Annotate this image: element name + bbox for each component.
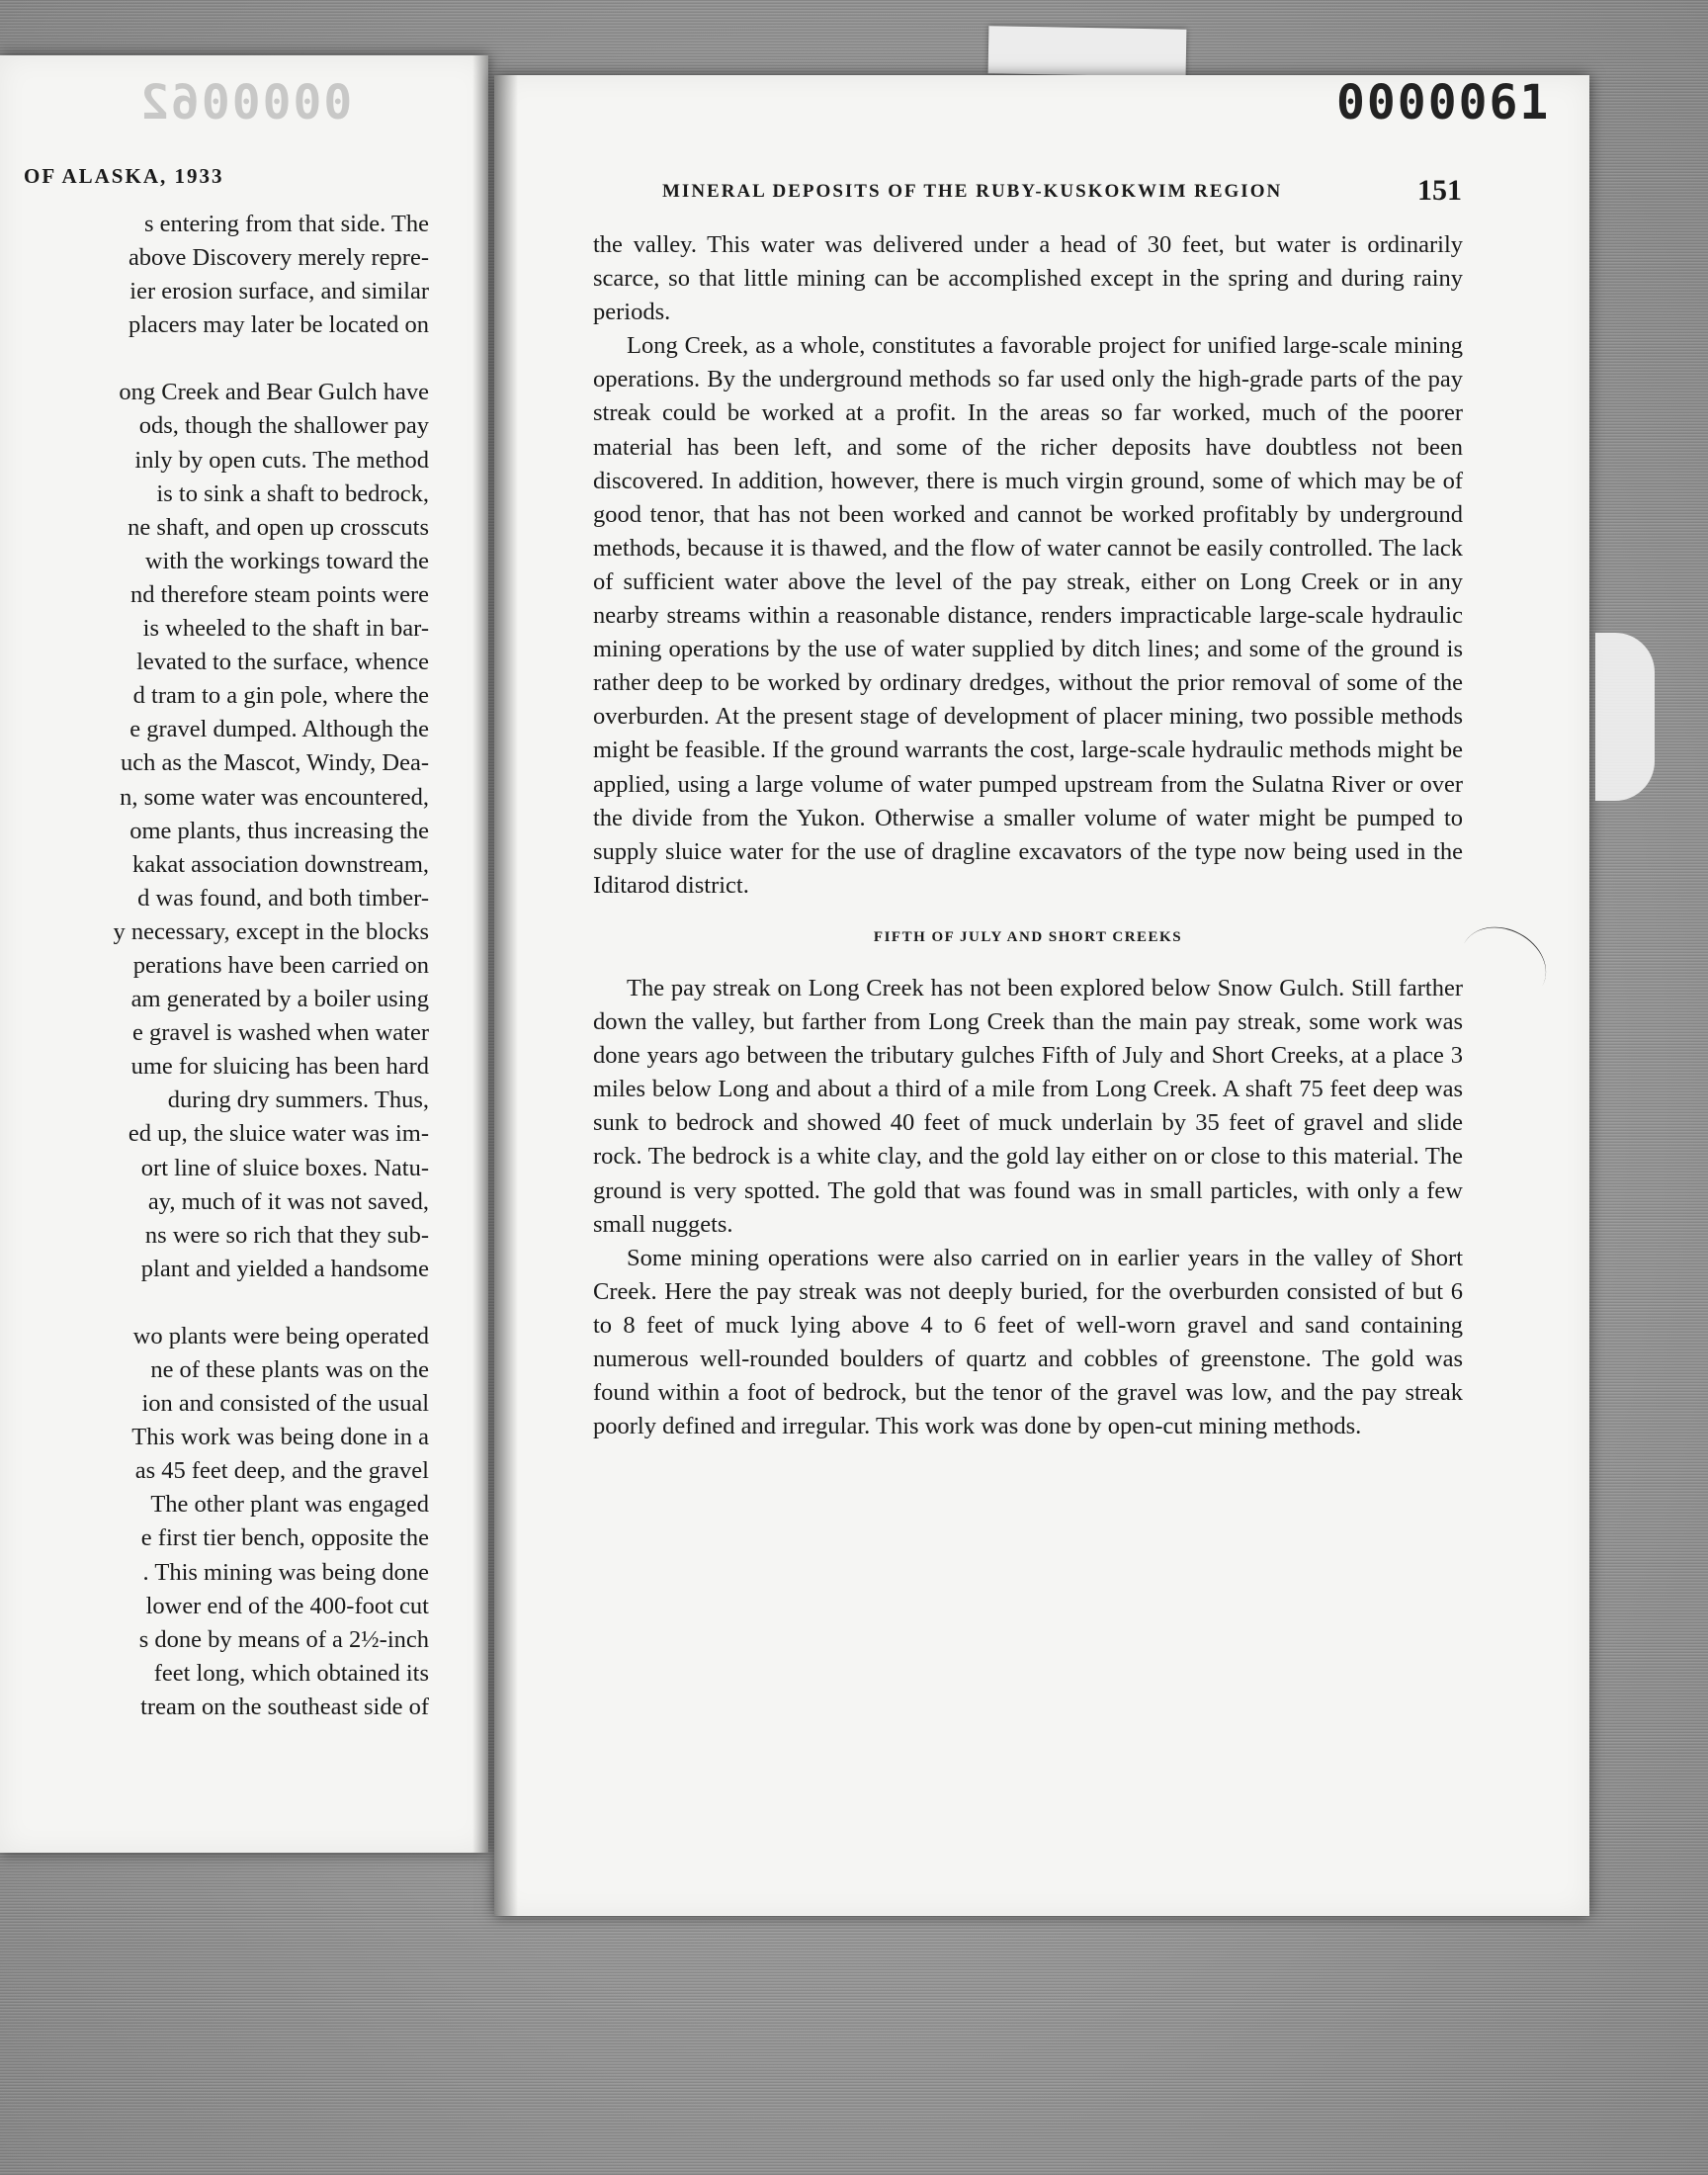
right-page-body [593,228,1463,1443]
right-page [494,75,1589,1916]
left-page-line: inly by open cuts. The method [134,446,429,474]
left-page-line: is to sink a shaft to bedrock, [156,479,429,507]
paragraph-2: Long Creek, as a whole, constitutes a favorable project for unified large-scale mining operations. By the underground methods so far used only the high-grade parts of the pay streak could be worked at a profit. In the areas so far worked, much of the poorer material has been left, and some of the richer deposits have doubtless not been discovered. In addition, however, there is much virgin ground, some of which may be of good tenor, that has not been worked and cannot be worked profitably by underground methods, because it is thawed, and the flow of water cannot be easily controlled. The lack of sufficient water above the level of the pay streak, either on Long Creek or in any nearby streams within a reasonable distance, renders impracticable large-scale hydraulic mining operations by the use of water supplied by ditch lines; and some of the ground is rather deep to be worked by ordinary dredges, without the prior removal of some of the overburden. At the present stage of development of placer mining, two possible methods might be feasible. If the ground warrants the cost, large-scale hydraulic methods might be applied, using a large volume of water pumped upstream from the Sulatna River or over the divide from the Yukon. Otherwise a smaller volume of water might be pumped to supply sluice water for the use of dragline excavators of the type now being used in the Iditarod district. [593,332,1463,899]
left-page-line: plant and yielded a handsome [140,1255,429,1282]
left-page-line [14,342,429,376]
left-page-line: kakat association downstream, [131,850,429,878]
paragraph-1: the valley. This water was delivered under a head of 30 feet, but water is ordinarily scarce, so that little mining can be accomplished except in the spring and during rainy periods. [593,231,1463,326]
left-page-line: ods, though the shallower pay [138,412,429,440]
left-page-gutter-shadow [472,55,488,1853]
left-page-line: ong Creek and Bear Gulch have [119,379,429,406]
left-page-line: as 45 feet deep, and the gravel [134,1457,429,1485]
left-page-line: nd therefore steam points were [129,580,429,608]
page-number: 151 [1417,174,1462,207]
left-page-line: n, some water was encountered, [120,783,429,811]
paper-glare [1595,633,1655,801]
left-stamp-number: 0000062 [138,75,353,130]
left-page-line: ion and consisted of the usual [141,1390,429,1418]
left-page-line: e first tier bench, opposite the [140,1524,429,1552]
left-page-line: lower end of the 400-foot cut [145,1592,429,1619]
left-page-line: ome plants, thus increasing the [129,817,429,844]
left-page-line: d tram to a gin pole, where the [132,682,429,710]
left-page-line: perations have been carried on [132,951,429,979]
left-page-line: y necessary, except in the blocks [113,917,429,945]
left-page-line: uch as the Mascot, Windy, Dea- [121,749,429,777]
left-page-line: e gravel is washed when water [131,1019,429,1047]
left-page-line: ne shaft, and open up crosscuts [128,513,429,541]
left-page-line: s entering from that side. The [143,211,429,237]
left-page-line: ort line of sluice boxes. Natu- [140,1154,429,1181]
left-page-line: ne of these plants was on the [150,1356,429,1383]
left-page-line: is wheeled to the shaft in bar- [142,615,429,643]
left-page-line: am generated by a boiler using [130,986,429,1013]
left-page-line: d was found, and both timber- [137,884,429,912]
left-page-line: The other plant was engaged [150,1491,429,1519]
left-page-line: feet long, which obtained its [153,1659,429,1687]
left-page-line: ier erosion surface, and similar [129,278,429,305]
left-page-line: ns were so rich that they sub- [144,1221,429,1249]
left-running-head: OF ALASKA, 1933 [24,164,224,188]
left-page-line: This work was being done in a [131,1424,429,1451]
left-page-line [14,1286,429,1320]
right-page-gutter-shadow [494,75,518,1916]
left-page-line: . This mining was being done [142,1558,429,1586]
left-page-line: wo plants were being operated [132,1322,429,1349]
left-page-line: ed up, the sluice water was im- [128,1120,429,1148]
right-stamp-number: 0000061 [1336,75,1551,130]
left-page-line: with the workings toward the [144,547,429,574]
right-running-head: MINERAL DEPOSITS OF THE RUBY-KUSKOKWIM REGION [662,181,1283,202]
left-page [0,55,488,1853]
paragraph-4: Some mining operations were also carried on in earlier years in the valley of Short Creek. Here the pay streak was not deeply buried, for the overburden consisted of but 6 to 8 feet of muck lying above 4 to 6 feet of well-worn gravel and sand containing numerous well-rounded boulders of quartz and cobbles of greenstone. The gold was found within a foot of bedrock, but the tenor of the gravel was low, and the pay streak poorly defined and irregular. This work was done by open-cut mining methods. [593,1244,1463,1440]
left-page-line: ay, much of it was not saved, [147,1187,429,1215]
left-page-line: e gravel dumped. Although the [129,716,429,743]
paper-tab-scrap [988,26,1187,76]
left-page-line: ume for sluicing has been hard [130,1053,429,1081]
left-page-line: levated to the surface, whence [136,649,429,676]
left-page-line: placers may later be located on [128,311,429,339]
left-page-line: s done by means of a 2½-inch [138,1625,429,1653]
section-heading: FIFTH OF JULY AND SHORT CREEKS [873,928,1183,945]
left-page-line: during dry summers. Thus, [167,1087,429,1114]
left-page-line: tream on the southeast side of [140,1693,429,1720]
paragraph-3: The pay streak on Long Creek has not been explored below Snow Gulch. Still farther down the valley, but farther from Long Creek than the main pay streak, some work was done years ago between the tributary gulches Fifth of July and Short Creeks, at a place 3 miles below Long and about a third of a mile from Long Creek. A shaft 75 feet deep was sunk to bedrock and showed 40 feet of muck underlain by 35 feet of gravel and slide rock. The bedrock is a white clay, and the gold lay either on or close to this material. The ground is very spotted. The gold that was found was in small particles, with only a few small nuggets. [593,974,1463,1238]
left-page-line: above Discovery merely repre- [128,244,429,272]
left-page-body [14,208,429,1724]
